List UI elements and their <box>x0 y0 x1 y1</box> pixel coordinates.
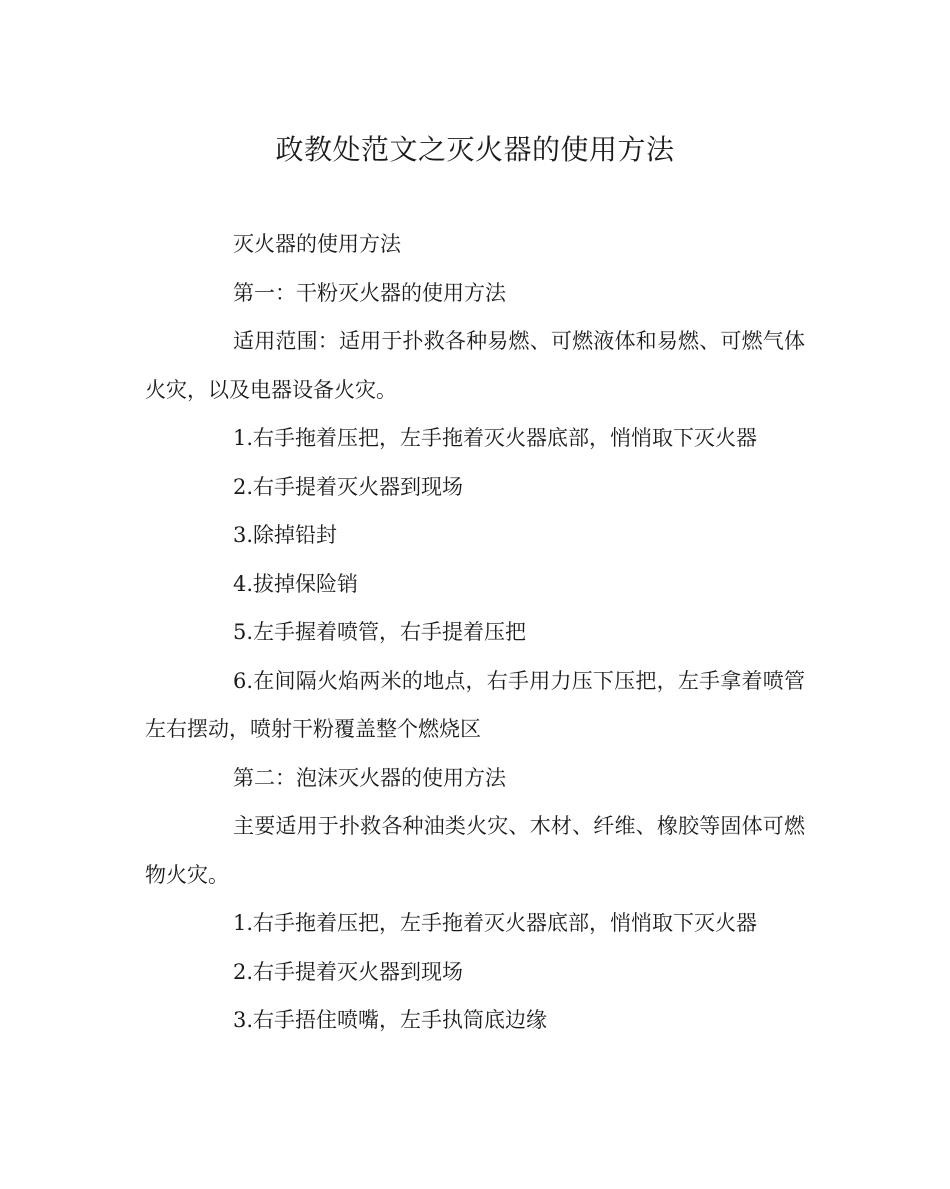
step-item: 2.右手提着灭火器到现场 <box>233 959 464 984</box>
document-body <box>145 220 805 1045</box>
paragraph-scope: 适用范围：适用于扑救各种易燃、可燃液体和易燃、可燃气体火灾，以及电器设备火灾。 <box>145 329 805 402</box>
document-title: 政教处范文之灭火器的使用方法 <box>275 133 675 166</box>
step-item: 1.右手拖着压把，左手拖着灭火器底部，悄悄取下灭火器 <box>233 911 758 935</box>
step-item: 4.拔掉保险销 <box>233 571 359 596</box>
step-item: 1.右手拖着压把，左手拖着灭火器底部，悄悄取下灭火器 <box>233 426 758 450</box>
step-item: 3.右手捂住喷嘴，左手执筒底边缘 <box>233 1008 548 1032</box>
step-item: 5.左手握着喷管，右手提着压把 <box>233 620 527 644</box>
step-item: 2.右手提着灭火器到现场 <box>233 474 464 499</box>
step-item: 3.除掉铅封 <box>233 523 338 547</box>
section-heading-foam: 第二：泡沫灭火器的使用方法 <box>233 765 506 790</box>
paragraph-scope: 主要适用于扑救各种油类火灾、木材、纤维、橡胶等固体可燃物火灾。 <box>145 814 805 887</box>
paragraph-heading: 灭火器的使用方法 <box>233 232 401 256</box>
section-heading-dry-powder: 第一：干粉灭火器的使用方法 <box>233 280 506 305</box>
step-item: 6.在间隔火焰两米的地点，右手用力压下压把，左手拿着喷管左右摆动，喷射干粉覆盖整个燃烧区 <box>145 668 805 741</box>
